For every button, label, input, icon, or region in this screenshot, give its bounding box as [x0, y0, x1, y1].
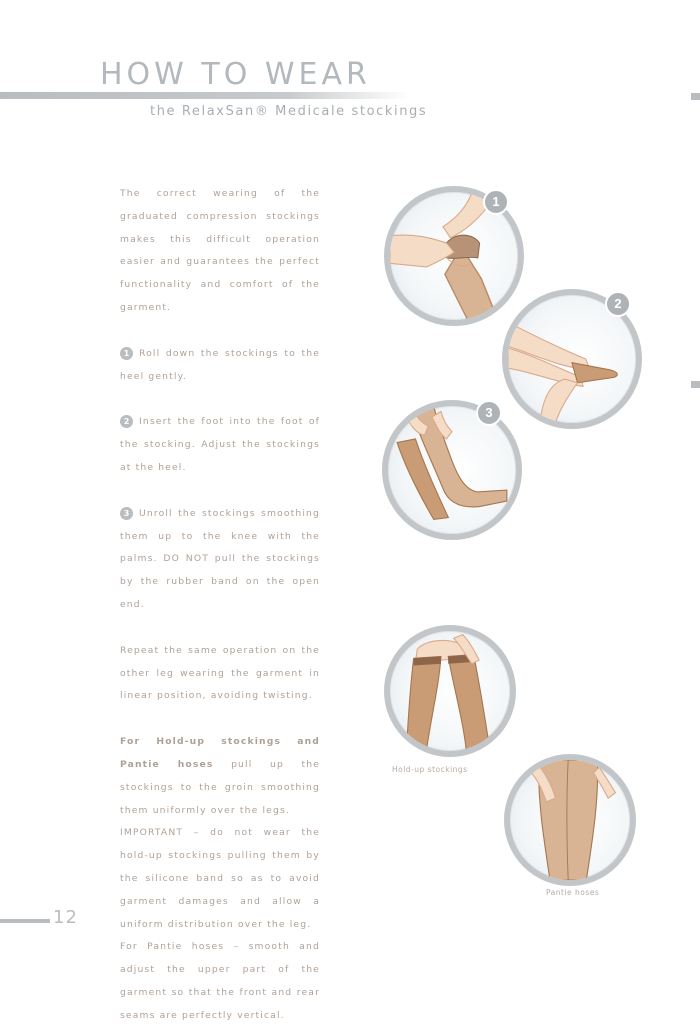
instructions-column	[120, 183, 320, 1028]
holdup-paragraph	[120, 731, 320, 822]
intro-paragraph: The correct wearing of the graduated compression stockings makes this difficult operation easier and guarantees the perfect functionality and comfort of the garment.	[120, 188, 320, 313]
important-paragraph: IMPORTANT – do not wear the hold-up stockings pulling them by the silicone band so as to avoid garment damages and allow a uniform distribution over the leg.	[120, 827, 320, 930]
step-1-paragraph	[120, 343, 320, 389]
pantie-caption: Pantie hoses	[546, 888, 600, 897]
title-rule	[0, 92, 410, 99]
step-2-number-badge: 2	[120, 415, 133, 428]
page-title: HOW TO WEAR	[100, 57, 371, 92]
page-subtitle: the RelaxSan® Medicale stockings	[150, 104, 428, 119]
footer-rule	[0, 919, 50, 923]
step-2-paragraph	[120, 411, 320, 479]
step-3-illustration	[382, 400, 522, 540]
step-2-text: Insert the foot into the foot of the stocking. Adjust the stockings at the heel.	[120, 416, 320, 473]
pantie-hoses-image	[510, 760, 630, 880]
pantie-illustration	[504, 754, 636, 886]
step-3-badge: 3	[476, 400, 502, 426]
repeat-paragraph: Repeat the same operation on the other leg wearing the garment in linear position, avoiding twisting.	[120, 644, 320, 702]
holdup-lead: For Hold-up stockings and Pantie hoses	[120, 736, 320, 770]
step-1-badge: 1	[483, 189, 509, 215]
edge-marker	[691, 93, 700, 100]
stocking-up-to-knee-image	[388, 406, 516, 534]
step-3-text: Unroll the stockings smoothing them up to the knee with the palms. DO NOT pull the stockings by the rubber band on the open end.	[120, 507, 320, 610]
pantie-paragraph: For Pantie hoses – smooth and adjust the upper part of the garment so that the front and rear seams are perfectly vertical.	[120, 941, 320, 1021]
edge-marker	[691, 381, 700, 388]
holdup-illustration	[384, 625, 516, 757]
step-1-number-badge: 1	[120, 347, 133, 360]
hold-up-stockings-image	[390, 631, 510, 751]
step-3-paragraph	[120, 503, 320, 617]
page-number: 12	[53, 907, 78, 928]
step-1-text: Roll down the stockings to the heel gently.	[120, 347, 320, 382]
step-2-badge: 2	[605, 291, 631, 317]
holdup-text: pull up the stockings to the groin smoothing them uniformly over the legs.	[120, 758, 320, 816]
step-3-number-badge: 3	[120, 507, 133, 520]
holdup-caption: Hold-up stockings	[392, 765, 468, 774]
